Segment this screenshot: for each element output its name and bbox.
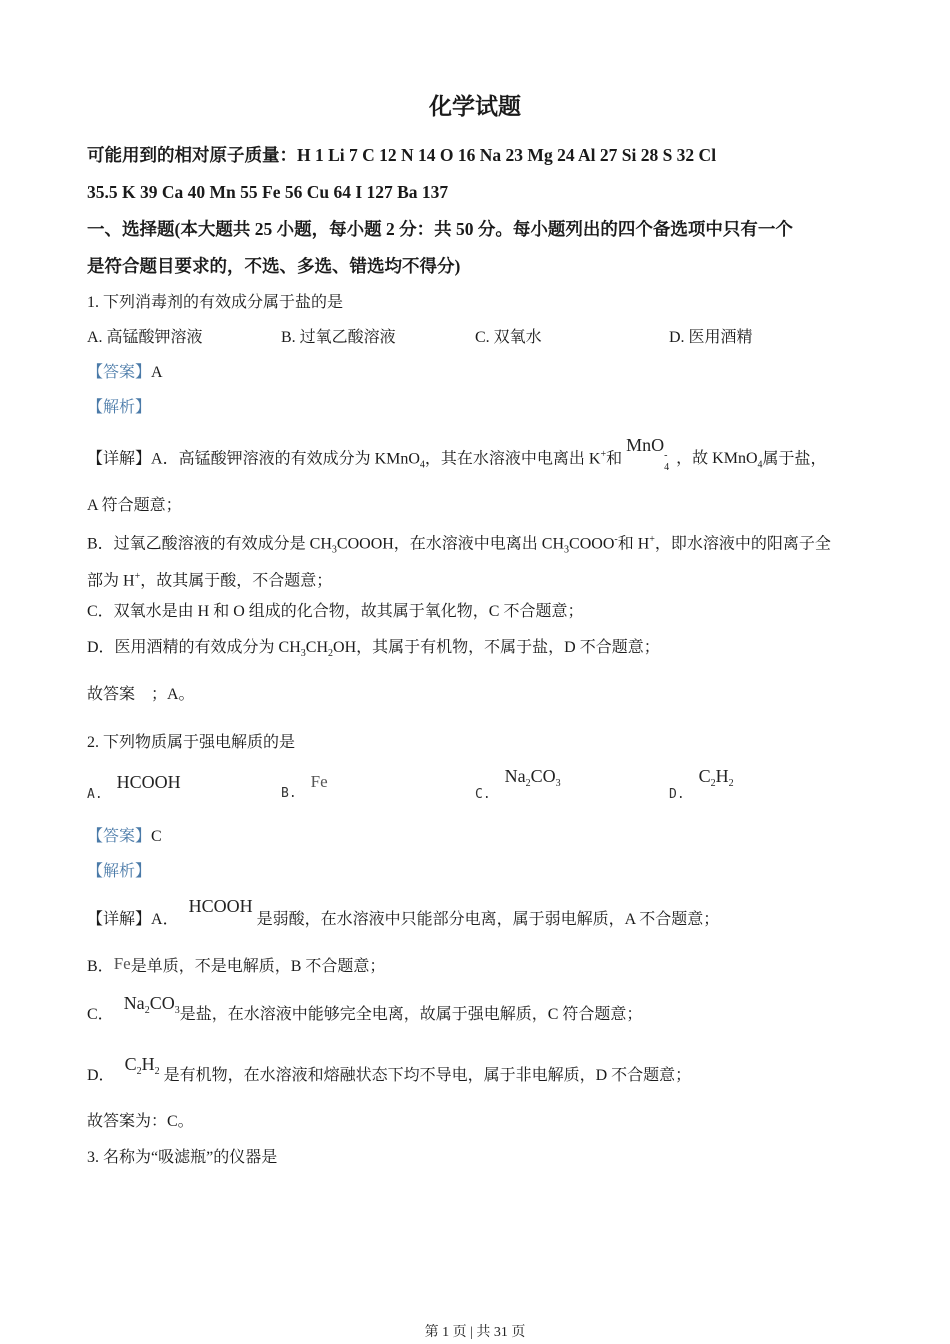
subscript: 2 (525, 778, 531, 789)
formula-na2co3 (123, 993, 180, 1016)
text: B． (87, 958, 114, 975)
q2-option-b (281, 771, 328, 801)
text: 属于盐， (762, 450, 827, 468)
superscript: + (600, 449, 607, 460)
subscript: 3 (174, 1005, 180, 1016)
formula-part: CO (149, 993, 175, 1013)
formula-fe: Fe (113, 954, 131, 973)
text: D．医用酒精的有效成分为 CH (87, 639, 301, 656)
q2-analysis-tag: 【解析】 (87, 863, 152, 880)
option-letter: B. (281, 786, 297, 801)
page-footer: 第 1 页 | 共 31 页 (424, 1325, 526, 1340)
text: 是弱酸，在水溶液中只能部分电离，属于弱电解质，A 不合题意； (256, 911, 720, 928)
q2-option-a (87, 771, 181, 802)
formula-part: H (141, 1054, 155, 1074)
formula-part: Na (123, 993, 145, 1013)
formula-na2co3 (504, 766, 561, 789)
subscript: 3 (555, 778, 561, 789)
q1-answer (87, 362, 163, 384)
formula-part: C (698, 766, 711, 786)
superscript: + (649, 534, 655, 545)
option-letter: C. (475, 787, 491, 802)
atomic-mass-line-1: 可能用到的相对原子质量：H 1 Li 7 C 12 N 14 O 16 Na 23 Mg 24 Al 27 Si 28 S 32 Cl (87, 145, 717, 165)
q2-stem: 2. 下列物质属于强电解质的是 (87, 734, 296, 751)
answer-tag: 【答案】 (87, 828, 152, 845)
text: B．过氧乙酸溶液的有效成分是 CH (87, 535, 332, 553)
q1-option-b: B. 过氧乙酸溶液 (281, 329, 396, 346)
formula-part: CO (530, 766, 556, 786)
formula-c2h2 (124, 1054, 160, 1077)
q1-detail-line-5: C．双氧水是由 H 和 O 组成的化合物，故其属于氧化物，C 不合题意； (87, 603, 584, 620)
subscript: 4 (419, 459, 425, 471)
text: C． (87, 1006, 114, 1023)
text: 是单质，不是电解质，B 不合题意； (130, 958, 386, 975)
q3-stem: 3. 名称为“吸滤瓶”的仪器是 (87, 1149, 278, 1166)
formula-text: MnO (626, 435, 665, 456)
text: ，故其属于酸，不合题意； (140, 572, 333, 590)
option-letter: A. (87, 787, 103, 802)
mno4-formula (626, 435, 672, 474)
subscript: 2 (154, 1066, 160, 1077)
text: ，即水溶液中的阳离子全 (654, 535, 831, 553)
subscript: 4 (664, 462, 670, 474)
text: 是有机物，在水溶液和熔融状态下均不导电，属于非电解质，D 不合题意； (163, 1067, 692, 1084)
subscript: 2 (136, 1066, 142, 1077)
page-title: 化学试题 (429, 94, 521, 119)
text: COOO (569, 535, 615, 553)
text: ，其在水溶液中电离出 K (424, 450, 601, 468)
q1-option-d: D. 医用酒精 (669, 329, 753, 346)
formula-part: C (124, 1054, 137, 1074)
text: OH，其属于有机物，不属于盐，D 不合题意； (333, 639, 660, 656)
q2-answer (87, 826, 162, 848)
subscript: 4 (757, 459, 763, 471)
q2-conclusion: 故答案为：C。 (87, 1113, 194, 1130)
q2-option-c (475, 765, 561, 802)
text: 部为 H (87, 572, 135, 590)
subscript: 2 (328, 648, 334, 660)
subscript: 3 (300, 648, 306, 660)
superscript: - (664, 450, 668, 462)
text: CH (305, 639, 329, 656)
q1-answer-value: A (151, 364, 163, 381)
detail-tag: 【详解】 (87, 911, 152, 928)
answer-tag: 【答案】 (87, 364, 152, 381)
formula-part: Na (504, 766, 526, 786)
subscript: 2 (710, 778, 716, 789)
q2-detail-b (87, 955, 385, 978)
q1-detail-line-1 (87, 435, 827, 477)
q1-conclusion: 故答案 ；A。 (87, 686, 195, 703)
text: COOOH，在水溶液中电离出 CH (336, 535, 565, 553)
text: A． (151, 911, 179, 928)
q1-option-a: A. 高锰酸钾溶液 (87, 329, 203, 346)
q2-option-d (669, 765, 734, 802)
q2-detail-a (87, 896, 720, 931)
superscript: + (134, 571, 141, 582)
formula-hcooh: HCOOH (116, 772, 181, 792)
q1-detail-line-6 (87, 637, 660, 665)
detail-tag: 【详解】 (87, 450, 152, 468)
q1-detail-line-2: A 符合题意； (87, 497, 182, 514)
text: D． (87, 1067, 115, 1084)
q1-detail-line-4 (87, 566, 332, 592)
section-heading-line-2: 是符合题目要求的，不选、多选、错选均不得分) (87, 256, 461, 276)
subscript: 2 (144, 1005, 150, 1016)
q2-answer-value: C (151, 828, 162, 845)
text: A．高锰酸钾溶液的有效成分为 KMnO (151, 450, 420, 468)
formula-fe: Fe (310, 772, 328, 791)
subscript: 3 (564, 544, 570, 556)
formula-hcooh: HCOOH (188, 896, 253, 916)
q2-detail-d (87, 1054, 692, 1093)
formula-c2h2 (698, 766, 734, 789)
subscript: 3 (331, 544, 337, 556)
text: 是盐，在水溶液中能够完全电离，故属于强电解质，C 符合题意； (179, 1006, 643, 1023)
formula-part: H (715, 766, 729, 786)
text: 和 (606, 450, 623, 468)
text: ，故 KMnO (676, 450, 758, 468)
subscript: 2 (728, 778, 734, 789)
q1-stem: 1. 下列消毒剂的有效成分属于盐的是 (87, 294, 344, 311)
q1-option-c: C. 双氧水 (475, 329, 542, 346)
q1-detail-line-3 (87, 529, 831, 562)
q1-analysis-tag: 【解析】 (87, 399, 152, 416)
section-heading-line-1: 一、选择题(本大题共 25 小题，每小题 2 分：共 50 分。每小题列出的四个备选项中只有一个 (87, 219, 793, 239)
q2-detail-c (87, 993, 643, 1032)
superscript: - (614, 534, 618, 545)
atomic-mass-line-2: 35.5 K 39 Ca 40 Mn 55 Fe 56 Cu 64 I 127 Ba 137 (87, 182, 449, 202)
option-letter: D. (669, 787, 685, 802)
text: 和 H (617, 535, 650, 553)
